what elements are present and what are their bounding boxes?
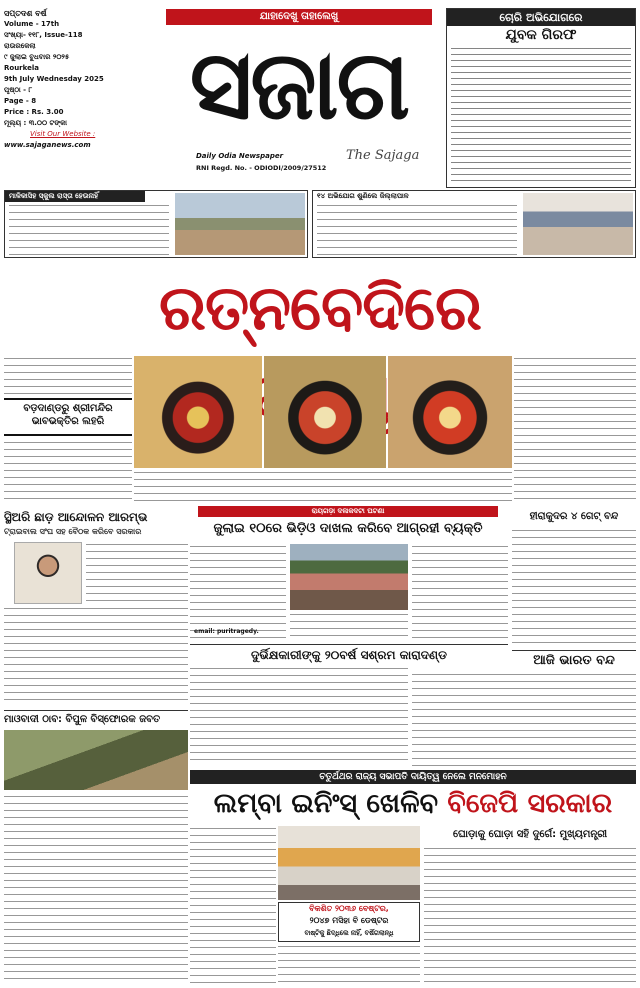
main-headline: ରତ୍ନବେଦିରେ [159, 271, 481, 344]
lead-text-bottom [134, 470, 512, 504]
top-story-text [451, 46, 631, 184]
lead-photo-2 [264, 356, 386, 468]
newspaper-logo: ସଜାଗ [189, 29, 409, 141]
info-price-odia: ମୂଲ୍ୟ : ୩.୦୦ ଟଙ୍କା [4, 119, 67, 127]
bandh-text [412, 672, 636, 766]
strip-left [4, 190, 308, 258]
info-city-odia: ରାଉରକେଲା [4, 42, 36, 50]
rath-bar: ରାୟଗଡ଼ା ଦଳାକଦଟା ଘଟଣା [198, 506, 498, 517]
bottom-caption-2: ୨୦୪୭ ମସିହା ବି ଡେଷ୍ଟର [309, 916, 389, 925]
maoist-photo [4, 730, 188, 790]
lead-text-left-2 [4, 440, 132, 500]
lead-photo-3 [388, 356, 512, 468]
strip-left-text [9, 203, 169, 255]
top-story-subtitle: ଯୁବକ ଗିରଫ [505, 27, 577, 43]
strip-right-title: ୧୪ ଅଭିଯୋଗ ଶୁଣିଲେ ଜିଲ୍ଲାପାଳ [317, 192, 409, 200]
info-page-odia: ପୃଷ୍ଠା - ୮ [4, 86, 33, 94]
rath-photo [290, 544, 408, 610]
cm-story-title: ଘୋଡ଼ାକୁ ଘୋଡ଼ା ସହି ଦୁର୍ଗେ: ମୁଖ୍ୟମନ୍ତ୍ରୀ [452, 829, 608, 840]
left-story-text-2 [4, 606, 188, 706]
left-story-title: ସ୍ଥିଅରି ଛାଡ଼ ଆନ୍ଦୋଳନ ଆରମ୍ଭ [4, 510, 148, 524]
maoist-text [4, 794, 188, 984]
info-date-odia: ୯ ଜୁଲାଇ ବୁଧବାର ୨୦୨୫ [4, 53, 70, 61]
rath-text-1 [190, 544, 286, 640]
maoist-title: ମାଓବାଦୀ ଠାବ: ବିପୁଳ ବିସ୍ଫୋରକ ଜବତ [4, 710, 188, 728]
bottom-title [190, 786, 636, 822]
regd-number: RNI Regd. No. - ODIODI/2009/27512 [196, 164, 327, 172]
bottom-title-black: ଲମ୍ବା ଇନିଂସ୍ ଖେଳିବ [213, 788, 448, 819]
lead-text-left [4, 356, 132, 396]
top-story-title: ଚୋରି ଅଭିଯୋଗରେ [447, 9, 635, 26]
english-name: The Sajaga [346, 148, 420, 163]
left-story-photo [14, 542, 82, 604]
rath-text-3 [412, 544, 508, 640]
bottom-caption-box [278, 902, 420, 942]
info-page: Page - 8 [4, 97, 37, 105]
strip-left-photo [175, 193, 305, 255]
lead-text-right [514, 356, 636, 504]
strip-right [312, 190, 636, 258]
durbhiksha-text [190, 666, 408, 766]
bandh-title: ଆଜି ଭାରତ ବନ୍ଦ [512, 650, 636, 670]
bottom-caption-1: ବିକଶିତ ୨୦୩୬ ବେଷ୍ଟର, [309, 904, 389, 913]
info-volume-odia: ସପ୍ତଦଶ ବର୍ଷ [4, 9, 47, 18]
info-price: Price : Rs. 3.00 [4, 108, 64, 116]
strip-right-text [317, 203, 517, 255]
strip-right-photo [523, 193, 633, 255]
rath-title: ଜୁଲାଇ ୧୦ରେ ଭିଡ଼ିଓ ଦାଖଲ କରିବେ ଆଗ୍ରହୀ ବ୍ୟକ୍ତି [213, 521, 483, 536]
info-issue: ସଂଖ୍ୟା- ୧୧୮, Issue-118 [4, 31, 83, 39]
bottom-text-1 [190, 826, 276, 984]
info-city: Rourkela [4, 64, 39, 72]
info-volume: Volume - 17th [4, 20, 60, 28]
rath-text-2 [290, 612, 408, 640]
masthead-info [4, 8, 144, 180]
cm-story-text [424, 846, 636, 984]
info-date: 9th July Wednesday 2025 [4, 75, 104, 83]
bottom-caption-3: ବାଷ୍ଟିକୁ ଛିଦ୍ଧିଲେ ନାହିଁ, ବର୍ଷିଗଲାନ୍ଧି [304, 929, 394, 937]
lead-subhead: ବଡ଼ଦାଣ୍ଡରୁ ଶ୍ରୀମନ୍ଦିର ଭାବଭକ୍ତିର ଲହରି [4, 398, 132, 436]
top-story [446, 8, 636, 188]
durbhiksha-title: ଦୁର୍ଭିକ୍ଷକାରୀଙ୍କୁ ୨୦ବର୍ଷ ସଶ୍ରମ କାରାଦଣ୍ଡ [190, 644, 508, 664]
daily-label: Daily Odia Newspaper [196, 152, 284, 160]
bottom-photo [278, 826, 420, 900]
website-link[interactable]: www.sajaganews.com [4, 141, 91, 149]
website-label: Visit Our Website : [30, 130, 96, 138]
bottom-title-red: ବିଜେପି ସରକାର [447, 788, 613, 819]
hirakud-title: ହୀରାକୁଦର ୪ ଗେଟ୍ ବନ୍ଦ [529, 511, 619, 522]
bottom-bar: ଚତୁର୍ଥଥର ରାଜ୍ୟ ସଭାପତି ଦାୟିତ୍ୱ ନେଲେ ମନମୋହନ [190, 770, 636, 784]
strip-left-title: ମାଳିକାସିହ ସ୍କୁଲ ରାସ୍ତା ହେଉନାହିଁ [5, 191, 145, 202]
rath-email: email: puritragedy. [194, 628, 259, 635]
left-story-subtitle: ଟ୍ରାଇବାଲ ସଂଘ ସହ ବୈଠକ କରିବେ ସରକାର [4, 527, 142, 536]
left-story-text [86, 542, 188, 604]
hirakud-text [512, 528, 636, 648]
lead-photo-1 [134, 356, 262, 468]
bottom-text-2 [278, 944, 420, 984]
tagline-bar: ଯାହାଦେଖୁ ତାହାଲେଖୁ [166, 9, 432, 25]
